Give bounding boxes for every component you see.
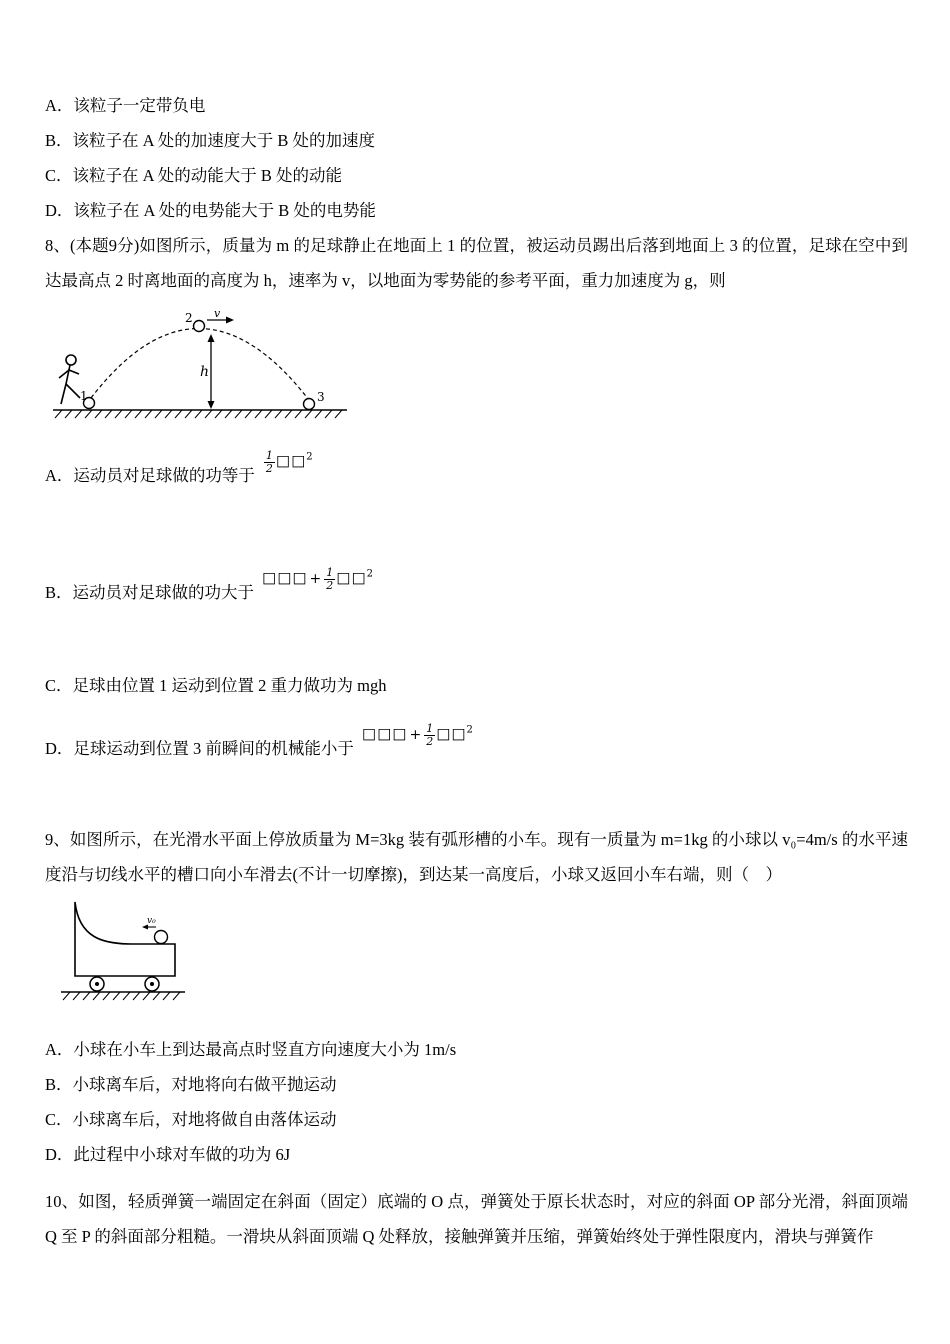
- q7-option-a: [45, 88, 908, 123]
- fraction-denominator: 2: [426, 735, 434, 748]
- option-text: 此过程中小球对车做的功为 6J: [73, 1145, 291, 1164]
- q8-option-b: [45, 566, 908, 610]
- option-label: C．: [45, 166, 73, 185]
- option-label: C．: [45, 676, 73, 695]
- option-text: 该粒子在 A 处的动能大于 B 处的动能: [72, 166, 343, 185]
- formula-exponent: 2: [366, 569, 374, 580]
- fraction-one-half: [264, 450, 275, 474]
- label-height-h: h: [200, 364, 210, 380]
- question-9: [45, 822, 908, 1172]
- fraction-numerator: 1: [265, 449, 273, 463]
- formula-exponent: 2: [466, 725, 473, 736]
- q9-option-b: [45, 1067, 908, 1102]
- fraction-denominator: 2: [326, 579, 334, 592]
- option-label: A．: [45, 1040, 74, 1059]
- label-position-3: 3: [317, 390, 325, 404]
- option-label: B．: [45, 1075, 73, 1094]
- option-text: 小球在小车上到达最高点时竖直方向速度大小为 1m/s: [73, 1040, 457, 1059]
- fraction-denominator: 2: [265, 462, 273, 475]
- option-label: B．: [45, 131, 73, 150]
- option-text: 该粒子在 A 处的电势能大于 B 处的电势能: [73, 201, 376, 220]
- cart-with-curved-groove-figure: [57, 894, 189, 1010]
- option-text: 小球离车后，对地将做自由落体运动: [72, 1110, 337, 1129]
- player-stick-figure: [59, 355, 80, 404]
- label-v0: v₀: [147, 916, 156, 926]
- formula-mgh-plus-half-mv-squared: [262, 567, 373, 591]
- option-text: 该粒子在 A 处的加速度大于 B 处的加速度: [72, 131, 376, 150]
- ground-hatching: [63, 992, 180, 1000]
- option-label: D．: [45, 201, 74, 220]
- label-position-1: 1: [80, 389, 88, 403]
- formula-missing-glyph-boxes: □□□: [361, 725, 408, 743]
- option-text: 足球运动到位置 3 前瞬间的机械能小于: [73, 739, 354, 758]
- label-velocity-v: v: [214, 310, 221, 320]
- formula-missing-glyph-boxes: □□: [336, 569, 367, 587]
- question-10: [45, 1184, 908, 1254]
- cart-wheels: [90, 977, 159, 991]
- formula-missing-glyph-boxes: □□: [436, 725, 467, 743]
- formula-exponent: 2: [306, 452, 313, 463]
- fraction-one-half: [424, 723, 435, 747]
- q7-option-c: [45, 158, 908, 193]
- q7-option-b: [45, 123, 908, 158]
- option-label: D．: [45, 1145, 74, 1164]
- projectile-motion-figure: [51, 310, 351, 428]
- option-label: C．: [45, 1110, 73, 1129]
- formula-missing-glyph-boxes: □□□: [262, 569, 308, 587]
- option-text: 足球由位置 1 运动到位置 2 重力做功为 mgh: [72, 676, 387, 695]
- velocity-arrow: [207, 310, 234, 324]
- fraction-one-half: [324, 567, 335, 591]
- ball-position-3: [304, 399, 315, 410]
- option-label: A．: [45, 466, 74, 485]
- q9-option-c: [45, 1102, 908, 1137]
- q8-option-a: [45, 449, 908, 493]
- q9-option-d: [45, 1137, 908, 1172]
- q10-stem: 10、如图，轻质弹簧一端固定在斜面（固定）底端的 O 点，弹簧处于原长状态时，对应的斜面 OP 部分光滑，斜面顶端 Q 至 P 的斜面部分粗糙。一滑块从斜面顶端 Q 处释放，接触弹簧并压缩，弹簧始终处于弹性限度内，滑块与弹簧作: [45, 1192, 908, 1246]
- option-text: 运动员对足球做的功等于: [73, 466, 255, 485]
- label-position-2: 2: [185, 311, 193, 325]
- plus-sign: +: [309, 571, 322, 587]
- option-text: 小球离车后，对地将向右做平抛运动: [72, 1075, 337, 1094]
- q9-option-a: [45, 1032, 908, 1067]
- v0-arrow: [142, 916, 156, 930]
- question7-options: [45, 88, 908, 228]
- q9-figure-container: [57, 894, 908, 1010]
- ground-hatching: [55, 410, 342, 418]
- option-label: A．: [45, 96, 74, 115]
- fraction-numerator: 1: [326, 566, 334, 580]
- fraction-numerator: 1: [426, 722, 434, 736]
- plus-sign: +: [409, 727, 422, 743]
- option-label: B．: [45, 583, 73, 602]
- formula-half-mv-squared: [263, 450, 313, 474]
- option-label: D．: [45, 739, 74, 758]
- q8-option-c: [45, 668, 908, 703]
- formula-missing-glyph-boxes: □□: [275, 452, 307, 470]
- q8-stem: 8、(本题9分)如图所示，质量为 m 的足球静止在地面上 1 的位置，被运动员踢出后落到地面上 3 的位置，足球在空中到达最高点 2 时离地面的高度为 h，速率为 v，以地面为零势能的参考平面，重力加速度为 g，则: [45, 236, 908, 290]
- formula-mgh-plus-half-mv-squared: [362, 723, 473, 747]
- option-text: 运动员对足球做的功大于: [72, 583, 255, 602]
- q8-figure-container: [51, 310, 908, 428]
- ball-position-2: [194, 321, 205, 332]
- option-text: 该粒子一定带负电: [73, 96, 206, 115]
- q7-option-d: [45, 193, 908, 228]
- small-ball: [155, 931, 168, 944]
- q8-option-d: [45, 722, 908, 766]
- height-double-arrow: [200, 334, 215, 409]
- question-8: [45, 228, 908, 766]
- q9-stem: 9、如图所示，在光滑水平面上停放质量为 M=3kg 装有弧形槽的小车。现有一质量为 m=1kg 的小球以 v₀=4m/s 的水平速度沿与切线水平的槽口向小车滑去(不计一切摩擦)，到达某一高度后，小球又返回小车右端，则（ ）: [45, 830, 908, 884]
